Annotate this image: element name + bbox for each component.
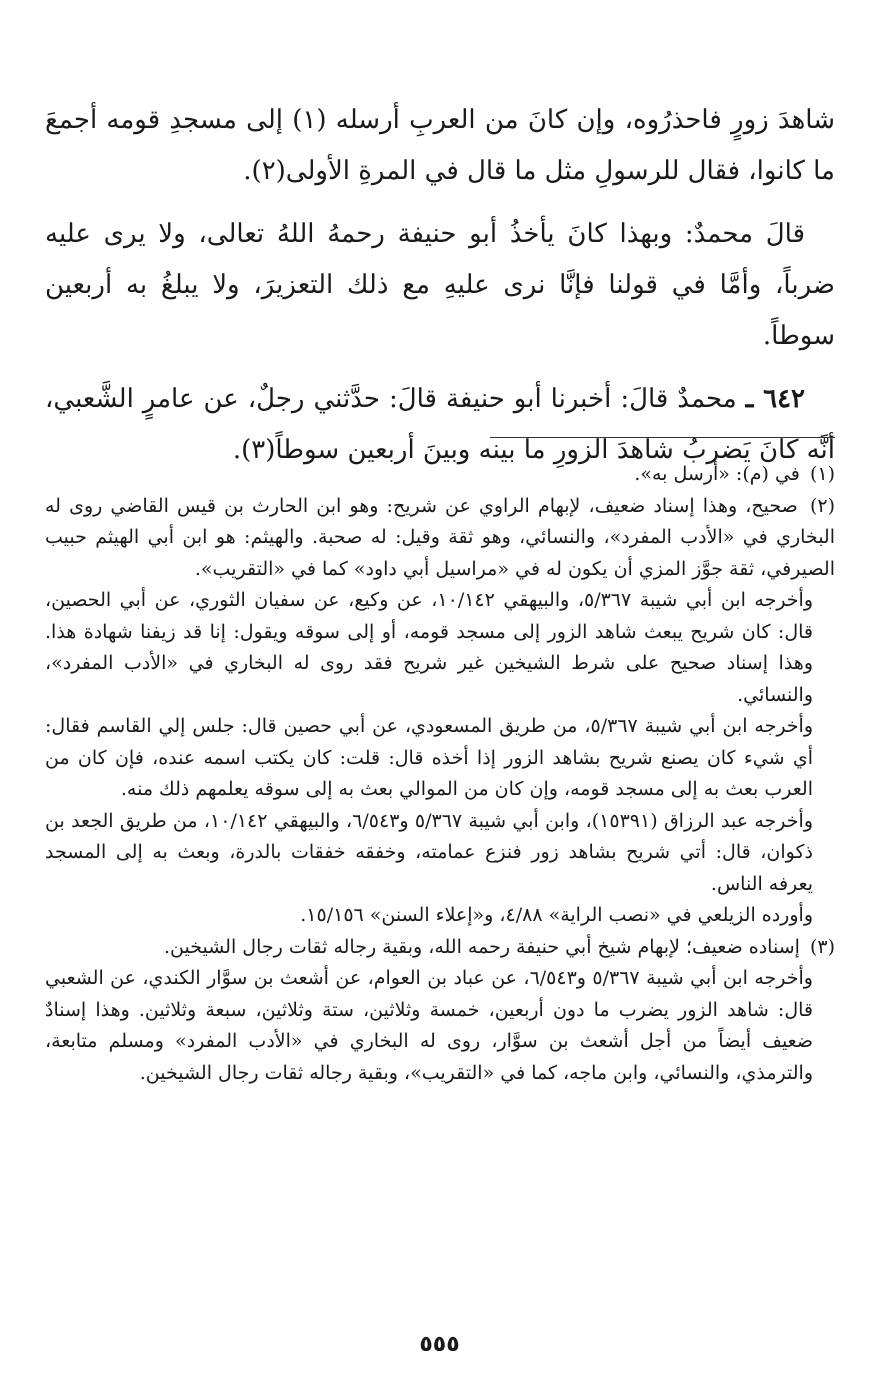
footnote-1 — [45, 459, 835, 491]
hadith-text: محمدٌ قالَ: أخبرنا أبو حنيفة قالَ: حدَّثني رجلٌ، عن عامرٍ الشَّعبي، أنَّه كانَ يَضربُ شاهدَ الزورِ ما بينه وبينَ أربعين سوطاً(٣). — [45, 384, 835, 465]
main-text — [45, 95, 835, 488]
hadith-number: ٦٤٢ ـ — [745, 384, 806, 414]
footnote-3 — [45, 932, 835, 964]
footnote-2-paragraph-3: وأخرجه ابن أبي شيبة ٥/٣٦٧، من طريق المسعودي، عن أبي حصين قال: جلس إلي القاسم فقال: أي شيء كان يصنع شريح بشاهد الزور إذا أخذه قال: قلت: كان يكتب اسمه عنده، فإن كان من العرب بعث به إلى مسجد قومه، وإن كان من الموالي بعث به إلى سوقه يعلمهم ذلك منه. — [45, 715, 813, 800]
footnote-2-text: صحيح، وهذا إسناد ضعيف، لإبهام الراوي عن شريح: وهو ابن الحارث بن قيس القاضي روى له البخاري في «الأدب المفرد»، والنسائي، وهو ثقة وقيل: له صحبة. والهيثم: هو ابن أبي الهيثم حبيب الصيرفي، ثقة جوَّز المزي أن يكون له في «مراسيل أبي داود» كما في «التقريب». — [45, 494, 835, 580]
footnote-2-paragraph-4: وأخرجه عبد الرزاق (١٥٣٩١)، وابن أبي شيبة ٥/٣٦٧ و٦/٥٤٣، والبيهقي ١٠/١٤٢، من طريق الجعد بن ذكوان، قال: أتي شريح بشاهد زور فنزع عمامته، وخفقه خفقات بالدرة، وبعث به إلى المسجد يعرفه الناس. — [45, 809, 813, 895]
footnote-2-paragraph-2: وأخرجه ابن أبي شيبة ٥/٣٦٧، والبيهقي ١٠/١٤٢، عن وكيع، عن سفيان الثوري، عن أبي الحصين، قال: كان شريح يبعث شاهد الزور إلى مسجد قومه، أو إلى سوقه ويقول: إنا قد زيفنا شهادة هذا. وهذا إسناد صحيح على شرط الشيخين غير شريح فقد روى له البخاري في «الأدب المفرد»، والنسائي. — [45, 589, 813, 706]
footnote-2-paragraph-5: وأورده الزيلعي في «نصب الراية» ٤/٨٨، و«إعلاء السنن» ١٥/١٥٦. — [300, 904, 813, 926]
footnote-1-label: (١) — [809, 463, 835, 485]
footnote-3-text: إسناده ضعيف؛ لإبهام شيخ أبي حنيفة رحمه الله، وبقية رجاله ثقات رجال الشيخين. — [163, 935, 800, 958]
footnote-2-label: (٢) — [809, 494, 836, 517]
main-paragraph-1: شاهدَ زورٍ فاحذرُوه، وإن كانَ من العربِ أرسله (١) إلى مسجدِ قومه أجمعَ ما كانوا، فقال للرسولِ مثل ما قال في المرةِ الأولى(٢). — [45, 105, 835, 186]
main-paragraph-2: قالَ محمدٌ: وبهذا كانَ يأخذُ أبو حنيفة رحمهُ اللهُ تعالى، ولا يرى عليه ضرباً، وأمَّا في قولنا فإنَّا نرى عليهِ مع ذلك التعزيرَ، ولا يبلغُ به أربعين سوطاً. — [45, 219, 835, 351]
footnote-3-label: (٣) — [809, 935, 835, 958]
footnote-1-text: في (م): «أرسل به». — [634, 463, 800, 485]
footnote-3-paragraph-2: وأخرجه ابن أبي شيبة ٥/٣٦٧ و٦/٥٤٣، عن عباد بن العوام، عن أشعث بن سوَّار الكندي، عن الشعبي قال: شاهد الزور يضرب ما دون أربعين، خمسة وثلاثين، ستة وثلاثين، سبعة وثلاثين. وهذا إسنادٌ ضعيف أيضاً من أجل أشعث بن سوَّار، روى له البخاري في «الأدب المفرد» ومسلم متابعة، والترمذي، والنسائي، وابن ماجه، كما في «التقريب»، وبقية رجاله ثقات رجال الشيخين. — [45, 967, 813, 1084]
footnote-separator — [490, 437, 835, 438]
footnotes — [45, 459, 835, 1089]
book-page — [45, 95, 835, 1365]
footnote-2 — [45, 491, 835, 586]
page-number: ٥٥٥ — [419, 1332, 460, 1357]
